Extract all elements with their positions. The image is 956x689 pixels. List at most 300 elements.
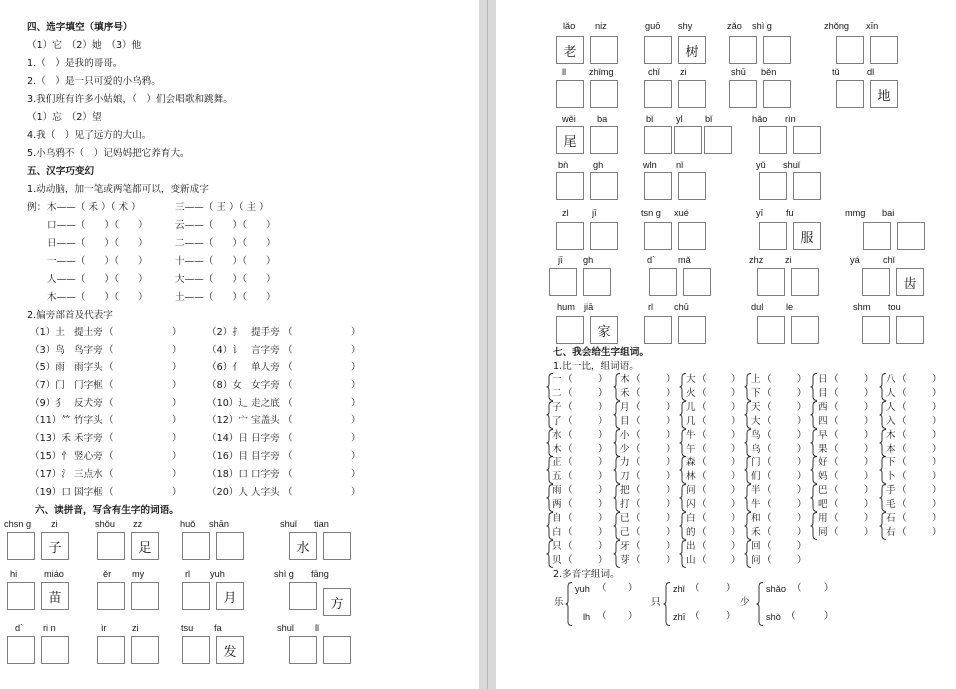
writing-box — [649, 268, 677, 296]
blank-open-paren: （ — [104, 398, 114, 409]
blank-close-paren: ） — [172, 380, 182, 391]
compare-char: 禾 — [620, 387, 630, 399]
blank-close-paren: ） — [731, 401, 741, 413]
blank-close-paren: ） — [864, 401, 874, 413]
compare-char: 白 — [686, 513, 696, 524]
blank-close-paren: ） — [666, 387, 676, 399]
blank-open-paren: （ — [792, 583, 802, 594]
compare-char: 木 — [552, 443, 562, 455]
blank-open-paren: （ — [104, 451, 114, 462]
compare-char: 自 — [552, 513, 562, 524]
compare-char: 牙 — [620, 540, 630, 552]
polyphone-brace-stroke — [566, 583, 573, 626]
writing-box — [763, 80, 791, 108]
polyphone-reading: shò — [766, 612, 781, 622]
radical-label: （7）门 — [30, 380, 65, 391]
compare-char: 天 — [751, 401, 761, 413]
blank-close-paren: ） — [351, 398, 361, 409]
blank-open-paren: （ — [563, 554, 573, 566]
blank-open-paren: （ — [283, 469, 293, 480]
writing-box — [289, 582, 317, 610]
pinyin-syllable: le — [786, 302, 794, 312]
blank-open-paren: （ — [829, 415, 839, 427]
radical-name: 提手旁 — [251, 327, 280, 338]
blank-close-paren: ） — [351, 362, 361, 373]
blank-close-paren: ） — [932, 513, 942, 524]
pinyin-syllable: jiā — [584, 302, 594, 312]
pinyin-syllable: chǐ — [648, 67, 660, 77]
blank-close-paren: ） — [731, 540, 741, 552]
pinyin-syllable: mmg — [845, 208, 866, 218]
blank-open-paren: （ — [104, 433, 114, 444]
blank-close-paren: ） — [598, 499, 608, 511]
pinyin-syllable: tǔ — [832, 67, 840, 77]
pinyin-syllable: tsu — [181, 623, 194, 633]
writing-box — [763, 36, 791, 64]
writing-box — [7, 636, 35, 664]
blank-close-paren: ） — [172, 415, 182, 426]
radical-label: （5）雨 — [30, 362, 65, 373]
blank-open-paren: （ — [631, 457, 641, 469]
blank-close-paren: ） — [598, 457, 608, 469]
radical-label: （1）土 — [30, 327, 65, 338]
stroke-change-item: 一——（ ）（ ） — [47, 256, 148, 267]
writing-box — [897, 222, 925, 250]
writing-box — [7, 582, 35, 610]
radical-name: 雨字头 — [74, 362, 103, 373]
writing-box — [644, 172, 672, 200]
pinyin-syllable: bǐ — [705, 114, 713, 124]
blank-close-paren: ） — [731, 485, 741, 497]
blank-close-paren: ） — [598, 415, 608, 427]
radical-label: （4）讠 — [207, 345, 242, 356]
blank-close-paren: ） — [797, 540, 807, 552]
blank-close-paren: ） — [351, 380, 361, 391]
blank-close-paren: ） — [797, 415, 807, 427]
writing-box — [757, 316, 785, 344]
writing-box — [793, 126, 821, 154]
blank-close-paren: ） — [628, 611, 638, 622]
compare-char: 目 — [620, 415, 630, 427]
blank-open-paren: （ — [697, 554, 707, 566]
compare-char: 日 — [818, 374, 828, 385]
writing-box — [182, 636, 210, 664]
blank-close-paren: ） — [797, 457, 807, 469]
blank-open-paren: （ — [631, 499, 641, 511]
writing-box — [131, 636, 159, 664]
question-2: 2.（ ）是一只可爱的小乌鸦。 — [27, 76, 161, 87]
writing-box — [216, 532, 244, 560]
pinyin-syllable: mǎ — [678, 255, 691, 265]
blank-open-paren: （ — [631, 526, 641, 538]
writing-box — [683, 268, 711, 296]
stroke-change-item: 日——（ ）（ ） — [47, 238, 148, 249]
blank-open-paren: （ — [563, 401, 573, 413]
blank-open-paren: （ — [762, 457, 772, 469]
radical-label: （16）目 — [207, 451, 248, 462]
writing-box: 树 — [678, 36, 706, 64]
pinyin-syllable: yl — [676, 114, 683, 124]
pinyin-syllable: bǐ — [646, 114, 654, 124]
compare-char: 同 — [818, 526, 828, 538]
blank-open-paren: （ — [631, 374, 641, 385]
radical-name: 目字旁 — [251, 451, 280, 462]
blank-open-paren: （ — [829, 429, 839, 441]
blank-close-paren: ） — [864, 471, 874, 483]
blank-open-paren: （ — [829, 526, 839, 538]
blank-close-paren: ） — [864, 485, 874, 497]
blank-open-paren: （ — [563, 429, 573, 441]
blank-close-paren: ） — [797, 554, 807, 566]
writing-box — [870, 36, 898, 64]
blank-close-paren: ） — [666, 457, 676, 469]
page-gutter-line — [487, 0, 488, 689]
compare-char: 山 — [686, 554, 696, 566]
writing-box: 方 — [323, 588, 351, 616]
question-1: 1.（ ）是我的哥哥。 — [27, 58, 123, 69]
blank-open-paren: （ — [697, 415, 707, 427]
compare-char: 用 — [818, 513, 828, 524]
blank-close-paren: ） — [731, 554, 741, 566]
radical-label: （13）禾 — [30, 433, 71, 444]
polyphone-reading: zhǐ — [673, 584, 685, 594]
pinyin-syllable: hǎo — [752, 114, 768, 124]
compare-char: 把 — [620, 485, 630, 497]
blank-close-paren: ） — [731, 387, 741, 399]
pinyin-syllable: tsn g — [641, 208, 661, 218]
compare-char: 力 — [620, 457, 630, 469]
section6-title: 六、读拼音，写含有生字的词语。 — [35, 505, 179, 516]
compare-char: 下 — [886, 457, 896, 469]
blank-open-paren: （ — [563, 485, 573, 497]
compare-char: 四 — [818, 415, 828, 427]
radical-name: 走之底 — [251, 398, 280, 409]
compare-char: 闪 — [686, 499, 696, 511]
writing-box: 足 — [131, 532, 159, 560]
blank-open-paren: （ — [762, 374, 772, 385]
blank-close-paren: ） — [666, 485, 676, 497]
polyphone-reading: yuh — [575, 584, 590, 594]
compare-char: 只 — [552, 540, 562, 552]
writing-box — [759, 172, 787, 200]
compare-char: 了 — [552, 415, 562, 427]
blank-open-paren: （ — [829, 457, 839, 469]
compare-brace-stroke — [811, 374, 818, 401]
writing-box: 发 — [216, 636, 244, 664]
blank-close-paren: ） — [932, 443, 942, 455]
blank-open-paren: （ — [897, 526, 907, 538]
pinyin-syllable: ěr — [103, 569, 112, 579]
compare-char: 目 — [818, 387, 828, 399]
blank-close-paren: ） — [797, 401, 807, 413]
pinyin-syllable: niz — [595, 21, 607, 31]
blank-open-paren: （ — [283, 380, 293, 391]
pinyin-syllable: d` — [15, 623, 24, 633]
pinyin-syllable: zi — [785, 255, 792, 265]
writing-box — [556, 80, 584, 108]
blank-open-paren: （ — [631, 415, 641, 427]
writing-box — [678, 316, 706, 344]
blank-close-paren: ） — [666, 429, 676, 441]
compare-char: 上 — [751, 374, 761, 385]
polyphone-instruction: 2.多音字组词。 — [553, 569, 620, 580]
compare-char: 问 — [751, 554, 761, 566]
writing-box — [863, 222, 891, 250]
pinyin-syllable: chsn g — [4, 519, 32, 529]
compare-char: 手 — [886, 485, 896, 497]
blank-open-paren: （ — [897, 429, 907, 441]
compare-char: 雨 — [552, 485, 562, 497]
pinyin-syllable: shuǐ — [783, 160, 800, 170]
blank-open-paren: （ — [563, 540, 573, 552]
radical-label: （6）亻 — [207, 362, 242, 373]
compare-char: 牛 — [686, 429, 696, 441]
compare-char: 森 — [686, 457, 696, 469]
radical-name: 日字旁 — [251, 433, 280, 444]
polyphone-brace — [663, 582, 671, 626]
compare-char: 大 — [751, 415, 761, 427]
compare-char: 两 — [552, 499, 562, 511]
blank-close-paren: ） — [797, 374, 807, 385]
compare-char: 贝 — [552, 554, 562, 566]
blank-close-paren: ） — [172, 433, 182, 444]
writing-box — [556, 172, 584, 200]
blank-open-paren: （ — [690, 583, 700, 594]
compare-char: 午 — [686, 443, 696, 455]
blank-open-paren: （ — [762, 526, 772, 538]
compare-char: 果 — [818, 443, 828, 455]
radical-label: （20）人 — [207, 487, 248, 498]
pinyin-syllable: zǎo — [727, 21, 742, 31]
pinyin-syllable: zl — [562, 208, 569, 218]
writing-box — [729, 36, 757, 64]
blank-open-paren: （ — [697, 401, 707, 413]
writing-box — [131, 582, 159, 610]
writing-box: 月 — [216, 582, 244, 610]
pinyin-syllable: yǔ — [756, 160, 766, 170]
radical-name: 人字头 — [251, 487, 280, 498]
blank-close-paren: ） — [824, 611, 834, 622]
writing-box — [583, 268, 611, 296]
pinyin-syllable: shì g — [752, 21, 772, 31]
pinyin-syllable: yuh — [210, 569, 225, 579]
radical-label: （14）日 — [207, 433, 248, 444]
polyphone-reading: shǎo — [766, 584, 786, 594]
radical-name: 鸟字旁 — [74, 345, 103, 356]
pinyin-syllable: hum — [557, 302, 575, 312]
blank-open-paren: （ — [762, 387, 772, 399]
pinyin-syllable: shì g — [274, 569, 294, 579]
radical-label: （2）扌 — [207, 327, 242, 338]
blank-close-paren: ） — [731, 526, 741, 538]
pinyin-syllable: dul — [751, 302, 764, 312]
writing-box — [704, 126, 732, 154]
part2-instruction: 2.偏旁部首及代表字 — [27, 310, 113, 321]
pinyin-syllable: zi — [680, 67, 687, 77]
pinyin-syllable: chǐ — [883, 255, 895, 265]
compare-char: 木 — [886, 429, 896, 441]
pinyin-syllable: shān — [209, 519, 229, 529]
writing-box — [862, 316, 890, 344]
pinyin-syllable: rl — [648, 302, 654, 312]
blank-open-paren: （ — [631, 471, 641, 483]
blank-close-paren: ） — [598, 513, 608, 524]
blank-open-paren: （ — [563, 443, 573, 455]
blank-close-paren: ） — [351, 469, 361, 480]
radical-label: （10）辶 — [207, 398, 248, 409]
compare-char: 好 — [818, 457, 828, 469]
blank-close-paren: ） — [666, 443, 676, 455]
pinyin-syllable: tian — [314, 519, 329, 529]
writing-box — [729, 80, 757, 108]
blank-open-paren: （ — [104, 345, 114, 356]
blank-close-paren: ） — [598, 526, 608, 538]
blank-open-paren: （ — [283, 327, 293, 338]
pinyin-syllable: wln — [643, 160, 657, 170]
writing-box: 家 — [590, 316, 618, 344]
compare-char: 几 — [686, 415, 696, 427]
pinyin-syllable: gh — [583, 255, 594, 265]
compare-char: 刀 — [620, 471, 630, 483]
compare-char: 少 — [620, 443, 630, 455]
blank-open-paren: （ — [897, 415, 907, 427]
pinyin-syllable: wěi — [562, 114, 576, 124]
compare-brace — [810, 456, 818, 484]
blank-open-paren: （ — [697, 513, 707, 524]
compare-char: 吧 — [818, 499, 828, 511]
blank-open-paren: （ — [283, 398, 293, 409]
blank-close-paren: ） — [797, 443, 807, 455]
writing-box — [590, 172, 618, 200]
pinyin-syllable: shy — [678, 21, 693, 31]
writing-box — [97, 532, 125, 560]
blank-open-paren: （ — [597, 611, 607, 622]
radical-label: （19）口 — [30, 487, 71, 498]
blank-close-paren: ） — [172, 487, 182, 498]
blank-open-paren: （ — [829, 387, 839, 399]
writing-box — [678, 80, 706, 108]
homophone-options: （1）忘 （2）望 — [27, 112, 102, 123]
compare-brace-stroke — [811, 485, 818, 512]
blank-open-paren: （ — [829, 499, 839, 511]
pinyin-syllable: lǎo — [563, 21, 576, 31]
pinyin-syllable: zhǐmg — [589, 67, 614, 77]
blank-close-paren: ） — [797, 499, 807, 511]
blank-open-paren: （ — [631, 485, 641, 497]
compare-brace-stroke — [811, 457, 818, 484]
blank-close-paren: ） — [932, 526, 942, 538]
pinyin-syllable: rìn — [785, 114, 796, 124]
writing-box — [644, 36, 672, 64]
writing-box — [97, 636, 125, 664]
blank-open-paren: （ — [762, 485, 772, 497]
pinyin-syllable: jī — [558, 255, 563, 265]
blank-open-paren: （ — [563, 457, 573, 469]
blank-close-paren: ） — [864, 513, 874, 524]
compare-brace — [810, 401, 818, 429]
blank-open-paren: （ — [104, 415, 114, 426]
question-4: 4.我（ ）见了远方的大山。 — [27, 130, 152, 141]
blank-open-paren: （ — [829, 374, 839, 385]
pinyin-syllable: ba — [597, 114, 608, 124]
compare-char: 一 — [552, 374, 562, 385]
blank-open-paren: （ — [897, 443, 907, 455]
pinyin-syllable: zi — [132, 623, 139, 633]
blank-open-paren: （ — [697, 485, 707, 497]
compare-char: 己 — [620, 526, 630, 538]
pinyin-syllable: bai — [882, 208, 895, 218]
blank-open-paren: （ — [690, 611, 700, 622]
blank-open-paren: （ — [283, 362, 293, 373]
blank-open-paren: （ — [786, 611, 796, 622]
writing-box: 老 — [556, 36, 584, 64]
blank-close-paren: ） — [797, 471, 807, 483]
writing-box — [556, 222, 584, 250]
compare-char: 人 — [886, 401, 896, 413]
pinyin-syllable: běn — [761, 67, 777, 77]
writing-box — [7, 532, 35, 560]
compare-char: 已 — [620, 513, 630, 524]
compare-char: 鸟 — [751, 429, 761, 441]
compare-char: 八 — [886, 374, 896, 385]
blank-open-paren: （ — [631, 513, 641, 524]
compare-brace-stroke — [811, 429, 818, 456]
compare-char: 正 — [552, 457, 562, 469]
blank-close-paren: ） — [598, 471, 608, 483]
stroke-change-item: 三——（ 王 ）（ 主 ） — [175, 202, 269, 213]
blank-close-paren: ） — [628, 583, 638, 594]
blank-close-paren: ） — [824, 583, 834, 594]
radical-label: （17）氵 — [30, 469, 71, 480]
pinyin-syllable: zz — [133, 519, 143, 529]
pinyin-syllable: guō — [645, 21, 661, 31]
blank-open-paren: （ — [563, 513, 573, 524]
blank-open-paren: （ — [829, 443, 839, 455]
polyphone-char: 少 — [740, 597, 750, 608]
pinyin-syllable: yá — [850, 255, 860, 265]
stroke-change-item: 木——（ 禾 ）（ 术 ） — [47, 202, 141, 213]
pinyin-syllable: ll — [562, 67, 567, 77]
blank-open-paren: （ — [563, 387, 573, 399]
blank-open-paren: （ — [762, 554, 772, 566]
blank-close-paren: ） — [351, 327, 361, 338]
pinyin-syllable: rl — [185, 569, 191, 579]
blank-open-paren: （ — [762, 513, 772, 524]
writing-box — [674, 126, 702, 154]
compare-char: 打 — [620, 499, 630, 511]
writing-box: 苗 — [41, 582, 69, 610]
blank-open-paren: （ — [631, 540, 641, 552]
blank-open-paren: （ — [631, 429, 641, 441]
blank-close-paren: ） — [598, 387, 608, 399]
blank-close-paren: ） — [932, 374, 942, 385]
blank-open-paren: （ — [697, 443, 707, 455]
compare-char: 水 — [552, 429, 562, 441]
pinyin-syllable: lǐ — [315, 623, 320, 633]
writing-box — [644, 316, 672, 344]
blank-close-paren: ） — [351, 433, 361, 444]
compare-char: 小 — [620, 429, 630, 441]
polyphone-reading: zhī — [673, 612, 686, 622]
compare-char: 火 — [686, 387, 696, 399]
blank-close-paren: ） — [797, 387, 807, 399]
blank-open-paren: （ — [829, 471, 839, 483]
blank-close-paren: ） — [797, 513, 807, 524]
compare-char: 门 — [751, 457, 761, 469]
polyphone-reading: lh — [583, 612, 591, 622]
pinyin-syllable: fu — [786, 208, 794, 218]
compare-char: 西 — [818, 401, 828, 413]
